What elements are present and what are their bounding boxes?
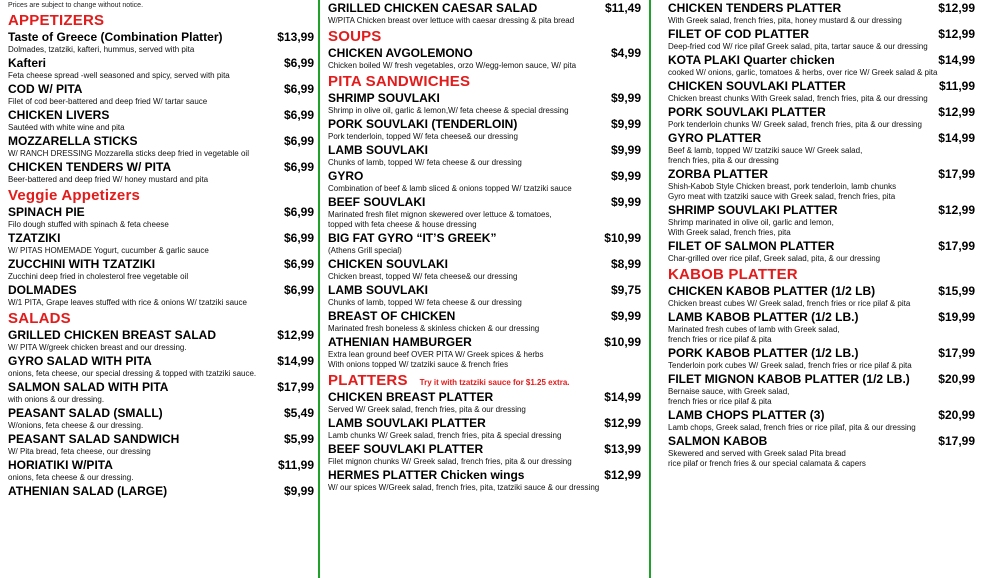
item-price: $12,99 bbox=[604, 416, 641, 430]
item-name: FILET OF SALMON PLATTER bbox=[668, 239, 835, 253]
item-description: Chunks of lamb, topped W/ feta cheese & our dressing bbox=[328, 158, 522, 167]
item-description: Chicken boiled W/ fresh vegetables, orzo W/egg-lemon sauce, W/ pita bbox=[328, 61, 577, 70]
item-name: KOTA PLAKI Quarter chicken bbox=[668, 53, 835, 67]
item-description: Lamb chops, Greek salad, french fries or rice pilaf, pita & our dressing bbox=[668, 423, 916, 432]
menu-item bbox=[328, 442, 641, 467]
menu-item bbox=[8, 231, 314, 256]
menu-item bbox=[668, 284, 975, 309]
item-name: ZORBA PLATTER bbox=[668, 167, 768, 181]
item-name: GRILLED CHICKEN CAESAR SALAD bbox=[328, 1, 538, 15]
item-price: $6,99 bbox=[283, 257, 314, 271]
item-description: Marinated fresh filet mignon skewered over lettuce & tomatoes, bbox=[328, 210, 552, 219]
item-description: W/ RANCH DRESSING Mozzarella sticks deep fried in vegetable oil bbox=[8, 149, 249, 158]
section-heading: Veggie Appetizers bbox=[8, 187, 141, 204]
item-price: $9,99 bbox=[610, 169, 641, 183]
item-name: HERMES PLATTER Chicken wings bbox=[328, 468, 525, 482]
item-price: $9,99 bbox=[610, 143, 641, 157]
item-description: Extra lean ground beef OVER PITA W/ Greek spices & herbs bbox=[328, 350, 544, 359]
menu-item bbox=[668, 310, 975, 345]
section-salads bbox=[8, 308, 314, 327]
section-note: Try it with tzatziki sauce for $1.25 extra. bbox=[419, 378, 570, 387]
item-name: GRILLED CHICKEN BREAST SALAD bbox=[8, 328, 217, 342]
item-name: ATHENIAN SALAD (LARGE) bbox=[8, 484, 168, 498]
item-name: SHRIMP SOUVLAKI PLATTER bbox=[668, 203, 838, 217]
item-description: cooked W/ onions, garlic, tomatoes & herbs, over rice W/ Greek salad & pita bbox=[668, 68, 938, 77]
item-price: $15,99 bbox=[938, 284, 975, 298]
item-price: $17,99 bbox=[938, 167, 975, 181]
item-price: $17,99 bbox=[938, 239, 975, 253]
menu-item bbox=[668, 167, 975, 202]
item-price: $14,99 bbox=[938, 53, 975, 67]
item-price: $9,99 bbox=[283, 484, 314, 498]
item-description: Shrimp in olive oil, garlic & lemon,W/ feta cheese & special dressing bbox=[328, 106, 569, 115]
item-name: BIG FAT GYRO “IT’S GREEK” bbox=[328, 231, 497, 245]
item-description: Beer-battered and deep fried W/ honey mustard and pita bbox=[8, 175, 209, 184]
item-description: With onions topped W/ tzatziki sauce & french fries bbox=[328, 360, 509, 369]
item-name: GYRO PLATTER bbox=[668, 131, 762, 145]
item-description: Marinated fresh boneless & skinless chicken & our dressing bbox=[328, 324, 540, 333]
item-price: $10,99 bbox=[604, 231, 641, 245]
item-name: LAMB SOUVLAKI bbox=[328, 283, 428, 297]
menu-column-2 bbox=[321, 0, 645, 578]
item-name: BEEF SOUVLAKI bbox=[328, 195, 426, 209]
menu-item bbox=[8, 354, 314, 379]
item-description: french fries or rice pilaf & pita bbox=[668, 335, 772, 344]
section-veggie-appetizers bbox=[8, 185, 314, 204]
item-price: $14,99 bbox=[604, 390, 641, 404]
item-description: Skewered and served with Greek salad Pita bread bbox=[668, 449, 846, 458]
menu-item bbox=[328, 231, 641, 256]
item-price: $6,99 bbox=[283, 56, 314, 70]
item-name: SHRIMP SOUVLAKI bbox=[328, 91, 440, 105]
menu-item bbox=[328, 169, 641, 194]
menu-item bbox=[328, 257, 641, 282]
item-description: Lamb chunks W/ Greek salad, french fries, pita & special dressing bbox=[328, 431, 562, 440]
item-name: CHICKEN TENDERS PLATTER bbox=[668, 1, 842, 15]
item-description: Sautéed with white wine and pita bbox=[8, 123, 125, 132]
item-price: $8,99 bbox=[610, 257, 641, 271]
item-description: Chicken breast, topped W/ feta cheese& our dressing bbox=[328, 272, 518, 281]
menu-item bbox=[668, 203, 975, 238]
item-price: $12,99 bbox=[938, 105, 975, 119]
item-description: (Athens Grill special) bbox=[328, 246, 402, 255]
menu-item bbox=[8, 82, 314, 107]
item-description: french fries, pita & our dressing bbox=[668, 156, 779, 165]
item-description: onions, feta cheese & our dressing. bbox=[8, 473, 134, 482]
item-name: CHICKEN LIVERS bbox=[8, 108, 110, 122]
item-name: CHICKEN AVGOLEMONO bbox=[328, 46, 473, 60]
item-description: With Greek salad, french fries, pita bbox=[668, 228, 791, 237]
item-description: Dolmades, tzatziki, kafteri, hummus, served with pita bbox=[8, 45, 195, 54]
item-name: PEASANT SALAD (SMALL) bbox=[8, 406, 163, 420]
item-description: W/PITA Chicken breast over lettuce with caesar dressing & pita bread bbox=[328, 16, 575, 25]
item-price: $5,99 bbox=[283, 432, 314, 446]
item-price: $11,49 bbox=[604, 1, 641, 15]
item-description: Chicken breast cubes W/ Greek salad, french fries or rice pilaf & pita bbox=[668, 299, 911, 308]
column-divider bbox=[649, 0, 651, 578]
item-name: BREAST OF CHICKEN bbox=[328, 309, 456, 323]
item-price: $12,99 bbox=[938, 1, 975, 15]
item-price: $14,99 bbox=[277, 354, 314, 368]
menu-item bbox=[328, 143, 641, 168]
menu-item bbox=[668, 346, 975, 371]
item-description: Deep-fried cod W/ rice pilaf Greek salad, pita, tartar sauce & our dressing bbox=[668, 42, 928, 51]
menu-item bbox=[8, 328, 314, 353]
item-name: ZUCCHINI WITH TZATZIKI bbox=[8, 257, 156, 271]
item-description: Chicken breast chunks With Greek salad, french fries, pita & our dressing bbox=[668, 94, 928, 103]
item-description: with onions & our dressing. bbox=[8, 395, 105, 404]
menu-item bbox=[668, 27, 975, 52]
price-notice: Prices are subject to change without notice. bbox=[8, 2, 144, 9]
menu-item bbox=[8, 257, 314, 282]
menu-item bbox=[328, 117, 641, 142]
item-price: $9,99 bbox=[610, 117, 641, 131]
item-name: LAMB CHOPS PLATTER (3) bbox=[668, 408, 825, 422]
item-description: Zucchini deep fried in cholesterol free vegetable oil bbox=[8, 272, 189, 281]
section-heading: SOUPS bbox=[328, 28, 382, 45]
item-description: Feta cheese spread -well seasoned and spicy, served with pita bbox=[8, 71, 230, 80]
item-description: Bernaise sauce, with Greek salad, bbox=[668, 387, 790, 396]
item-name: DOLMADES bbox=[8, 283, 77, 297]
menu-item bbox=[328, 335, 641, 370]
item-name: Taste of Greece (Combination Platter) bbox=[8, 30, 223, 44]
item-price: $6,99 bbox=[283, 82, 314, 96]
menu-item bbox=[8, 108, 314, 133]
item-price: $12,99 bbox=[938, 27, 975, 41]
item-description: Pork tenderloin, topped W/ feta cheese& our dressing bbox=[328, 132, 518, 141]
item-description: Served W/ Greek salad, french fries, pita & our dressing bbox=[328, 405, 526, 414]
column-divider bbox=[318, 0, 320, 578]
menu-item bbox=[668, 239, 975, 264]
item-description: onions, feta cheese, our special dressing & topped with tzatziki sauce. bbox=[8, 369, 257, 378]
item-name: SALMON KABOB bbox=[668, 434, 768, 448]
menu-item bbox=[8, 458, 314, 483]
item-description: Gyro meat with tzatziki sauce with Greek salad, french fries, pita bbox=[668, 192, 896, 201]
item-price: $10,99 bbox=[604, 335, 641, 349]
item-price: $20,99 bbox=[938, 372, 975, 386]
item-description: rice pilaf or french fries & our special calamata & capers bbox=[668, 459, 866, 468]
item-description: Beef & lamb, topped W/ tzatziki sauce W/ Greek salad, bbox=[668, 146, 863, 155]
menu-item bbox=[328, 46, 641, 71]
menu-item bbox=[668, 1, 975, 26]
menu-item bbox=[668, 372, 975, 407]
menu-item bbox=[8, 484, 314, 499]
item-price: $13,99 bbox=[604, 442, 641, 456]
menu-item bbox=[668, 79, 975, 104]
menu-item bbox=[328, 309, 641, 334]
section-platters bbox=[328, 370, 641, 389]
item-name: MOZZARELLA STICKS bbox=[8, 134, 138, 148]
item-price: $12,99 bbox=[277, 328, 314, 342]
item-name: PORK SOUVLAKI (TENDERLOIN) bbox=[328, 117, 518, 131]
item-description: french fries or rice pilaf & pita bbox=[668, 397, 772, 406]
item-description: Filet of cod beer-battered and deep fried W/ tartar sauce bbox=[8, 97, 208, 106]
menu-item bbox=[8, 283, 314, 308]
item-name: TZATZIKI bbox=[8, 231, 61, 245]
item-description: Shrimp marinated in olive oil, garlic and lemon, bbox=[668, 218, 834, 227]
item-price: $11,99 bbox=[277, 458, 314, 472]
menu-item bbox=[668, 105, 975, 130]
item-name: COD W/ PITA bbox=[8, 82, 83, 96]
item-description: W/1 PITA, Grape leaves stuffed with rice & onions W/ tzatziki sauce bbox=[8, 298, 247, 307]
item-price: $11,99 bbox=[938, 79, 975, 93]
item-price: $14,99 bbox=[938, 131, 975, 145]
item-description: W/ PITAS HOMEMADE Yogurt, cucumber & garlic sauce bbox=[8, 246, 209, 255]
item-description: W/ PITA W/greek chicken breast and our dressing. bbox=[8, 343, 187, 352]
item-price: $20,99 bbox=[938, 408, 975, 422]
item-description: Combination of beef & lamb sliced & onions topped W/ tzatziki sauce bbox=[328, 184, 572, 193]
section-heading: PLATTERS bbox=[328, 372, 408, 389]
menu-item bbox=[8, 406, 314, 431]
item-name: HORIATIKI W/PITA bbox=[8, 458, 113, 472]
menu-item bbox=[8, 160, 314, 185]
item-name: CHICKEN KABOB PLATTER (1/2 LB) bbox=[668, 284, 876, 298]
item-description: Shish-Kabob Style Chicken breast, pork tenderloin, lamb chunks bbox=[668, 182, 897, 191]
item-description: W/onions, feta cheese & our dressing. bbox=[8, 421, 144, 430]
item-name: Kafteri bbox=[8, 56, 47, 70]
section-heading: PITA SANDWICHES bbox=[328, 73, 471, 90]
menu-item bbox=[8, 56, 314, 81]
menu-item bbox=[328, 91, 641, 116]
item-price: $13,99 bbox=[277, 30, 314, 44]
item-description: W/ Pita bread, feta cheese, our dressing bbox=[8, 447, 151, 456]
item-price: $19,99 bbox=[938, 310, 975, 324]
item-price: $9,99 bbox=[610, 91, 641, 105]
item-name: PORK SOUVLAKI PLATTER bbox=[668, 105, 826, 119]
item-price: $6,99 bbox=[283, 205, 314, 219]
menu-item bbox=[328, 195, 641, 230]
item-name: PEASANT SALAD SANDWICH bbox=[8, 432, 180, 446]
item-name: LAMB KABOB PLATTER (1/2 LB.) bbox=[668, 310, 859, 324]
item-name: LAMB SOUVLAKI bbox=[328, 143, 428, 157]
item-name: GYRO bbox=[328, 169, 364, 183]
item-name: ATHENIAN HAMBURGER bbox=[328, 335, 472, 349]
section-pita-sandwiches bbox=[328, 71, 641, 90]
section-heading: APPETIZERS bbox=[8, 12, 105, 29]
item-price: $4,99 bbox=[610, 46, 641, 60]
menu-item bbox=[328, 416, 641, 441]
section-heading: KABOB PLATTER bbox=[668, 266, 798, 283]
menu-item bbox=[668, 434, 975, 469]
menu-column-3 bbox=[661, 0, 979, 578]
item-name: CHICKEN SOUVLAKI bbox=[328, 257, 449, 271]
item-name: SPINACH PIE bbox=[8, 205, 85, 219]
section-heading: SALADS bbox=[8, 310, 71, 327]
item-name: CHICKEN TENDERS W/ PITA bbox=[8, 160, 172, 174]
item-name: CHICKEN SOUVLAKI PLATTER bbox=[668, 79, 846, 93]
item-price: $6,99 bbox=[283, 231, 314, 245]
menu-item bbox=[8, 30, 314, 55]
menu-item bbox=[8, 380, 314, 405]
item-price: $6,99 bbox=[283, 134, 314, 148]
item-name: LAMB SOUVLAKI PLATTER bbox=[328, 416, 486, 430]
menu-item bbox=[668, 408, 975, 433]
item-name: CHICKEN BREAST PLATTER bbox=[328, 390, 494, 404]
item-description: Filo dough stuffed with spinach & feta cheese bbox=[8, 220, 169, 229]
menu-item bbox=[328, 1, 641, 26]
item-price: $12,99 bbox=[938, 203, 975, 217]
item-price: $17,99 bbox=[938, 346, 975, 360]
item-price: $6,99 bbox=[283, 108, 314, 122]
menu-item bbox=[668, 131, 975, 166]
section-kabob-platter bbox=[668, 264, 975, 283]
item-description: Pork tenderloin chunks W/ Greek salad, french fries, pita & our dressing bbox=[668, 120, 922, 129]
item-name: FILET OF COD PLATTER bbox=[668, 27, 810, 41]
item-description: Tenderloin pork cubes W/ Greek salad, french fries or rice pilaf & pita bbox=[668, 361, 912, 370]
item-description: topped with feta cheese & house dressing bbox=[328, 220, 477, 229]
item-description: Chunks of lamb, topped W/ feta cheese & our dressing bbox=[328, 298, 522, 307]
item-price: $17,99 bbox=[277, 380, 314, 394]
item-price: $9,99 bbox=[610, 309, 641, 323]
item-description: Char-grilled over rice pilaf, Greek salad, pita, & our dressing bbox=[668, 254, 881, 263]
item-price: $6,99 bbox=[283, 160, 314, 174]
menu-item bbox=[8, 134, 314, 159]
item-name: BEEF SOUVLAKI PLATTER bbox=[328, 442, 484, 456]
item-description: W/ our spices W/Greek salad, french fries, pita, tzatziki sauce & our dressing bbox=[328, 483, 600, 492]
menu-item bbox=[328, 283, 641, 308]
menu-item bbox=[328, 390, 641, 415]
item-price: $9,75 bbox=[610, 283, 641, 297]
item-description: Filet mignon chunks W/ Greek salad, french fries, pita & our dressing bbox=[328, 457, 572, 466]
section-appetizers bbox=[8, 10, 314, 29]
menu-item bbox=[8, 432, 314, 457]
menu-item bbox=[8, 205, 314, 230]
menu-item bbox=[328, 468, 641, 493]
item-name: PORK KABOB PLATTER (1/2 LB.) bbox=[668, 346, 859, 360]
item-description: Marinated fresh cubes of lamb with Greek salad, bbox=[668, 325, 840, 334]
section-soups bbox=[328, 26, 641, 45]
menu-item bbox=[668, 53, 975, 78]
item-name: SALMON SALAD WITH PITA bbox=[8, 380, 169, 394]
item-name: FILET MIGNON KABOB PLATTER (1/2 LB.) bbox=[668, 372, 910, 386]
item-price: $17,99 bbox=[938, 434, 975, 448]
item-name: GYRO SALAD WITH PITA bbox=[8, 354, 152, 368]
item-price: $6,99 bbox=[283, 283, 314, 297]
menu-column-1 bbox=[0, 0, 318, 578]
item-price: $9,99 bbox=[610, 195, 641, 209]
item-price: $5,49 bbox=[283, 406, 314, 420]
item-price: $12,99 bbox=[604, 468, 641, 482]
item-description: With Greek salad, french fries, pita, honey mustard & our dressing bbox=[668, 16, 902, 25]
